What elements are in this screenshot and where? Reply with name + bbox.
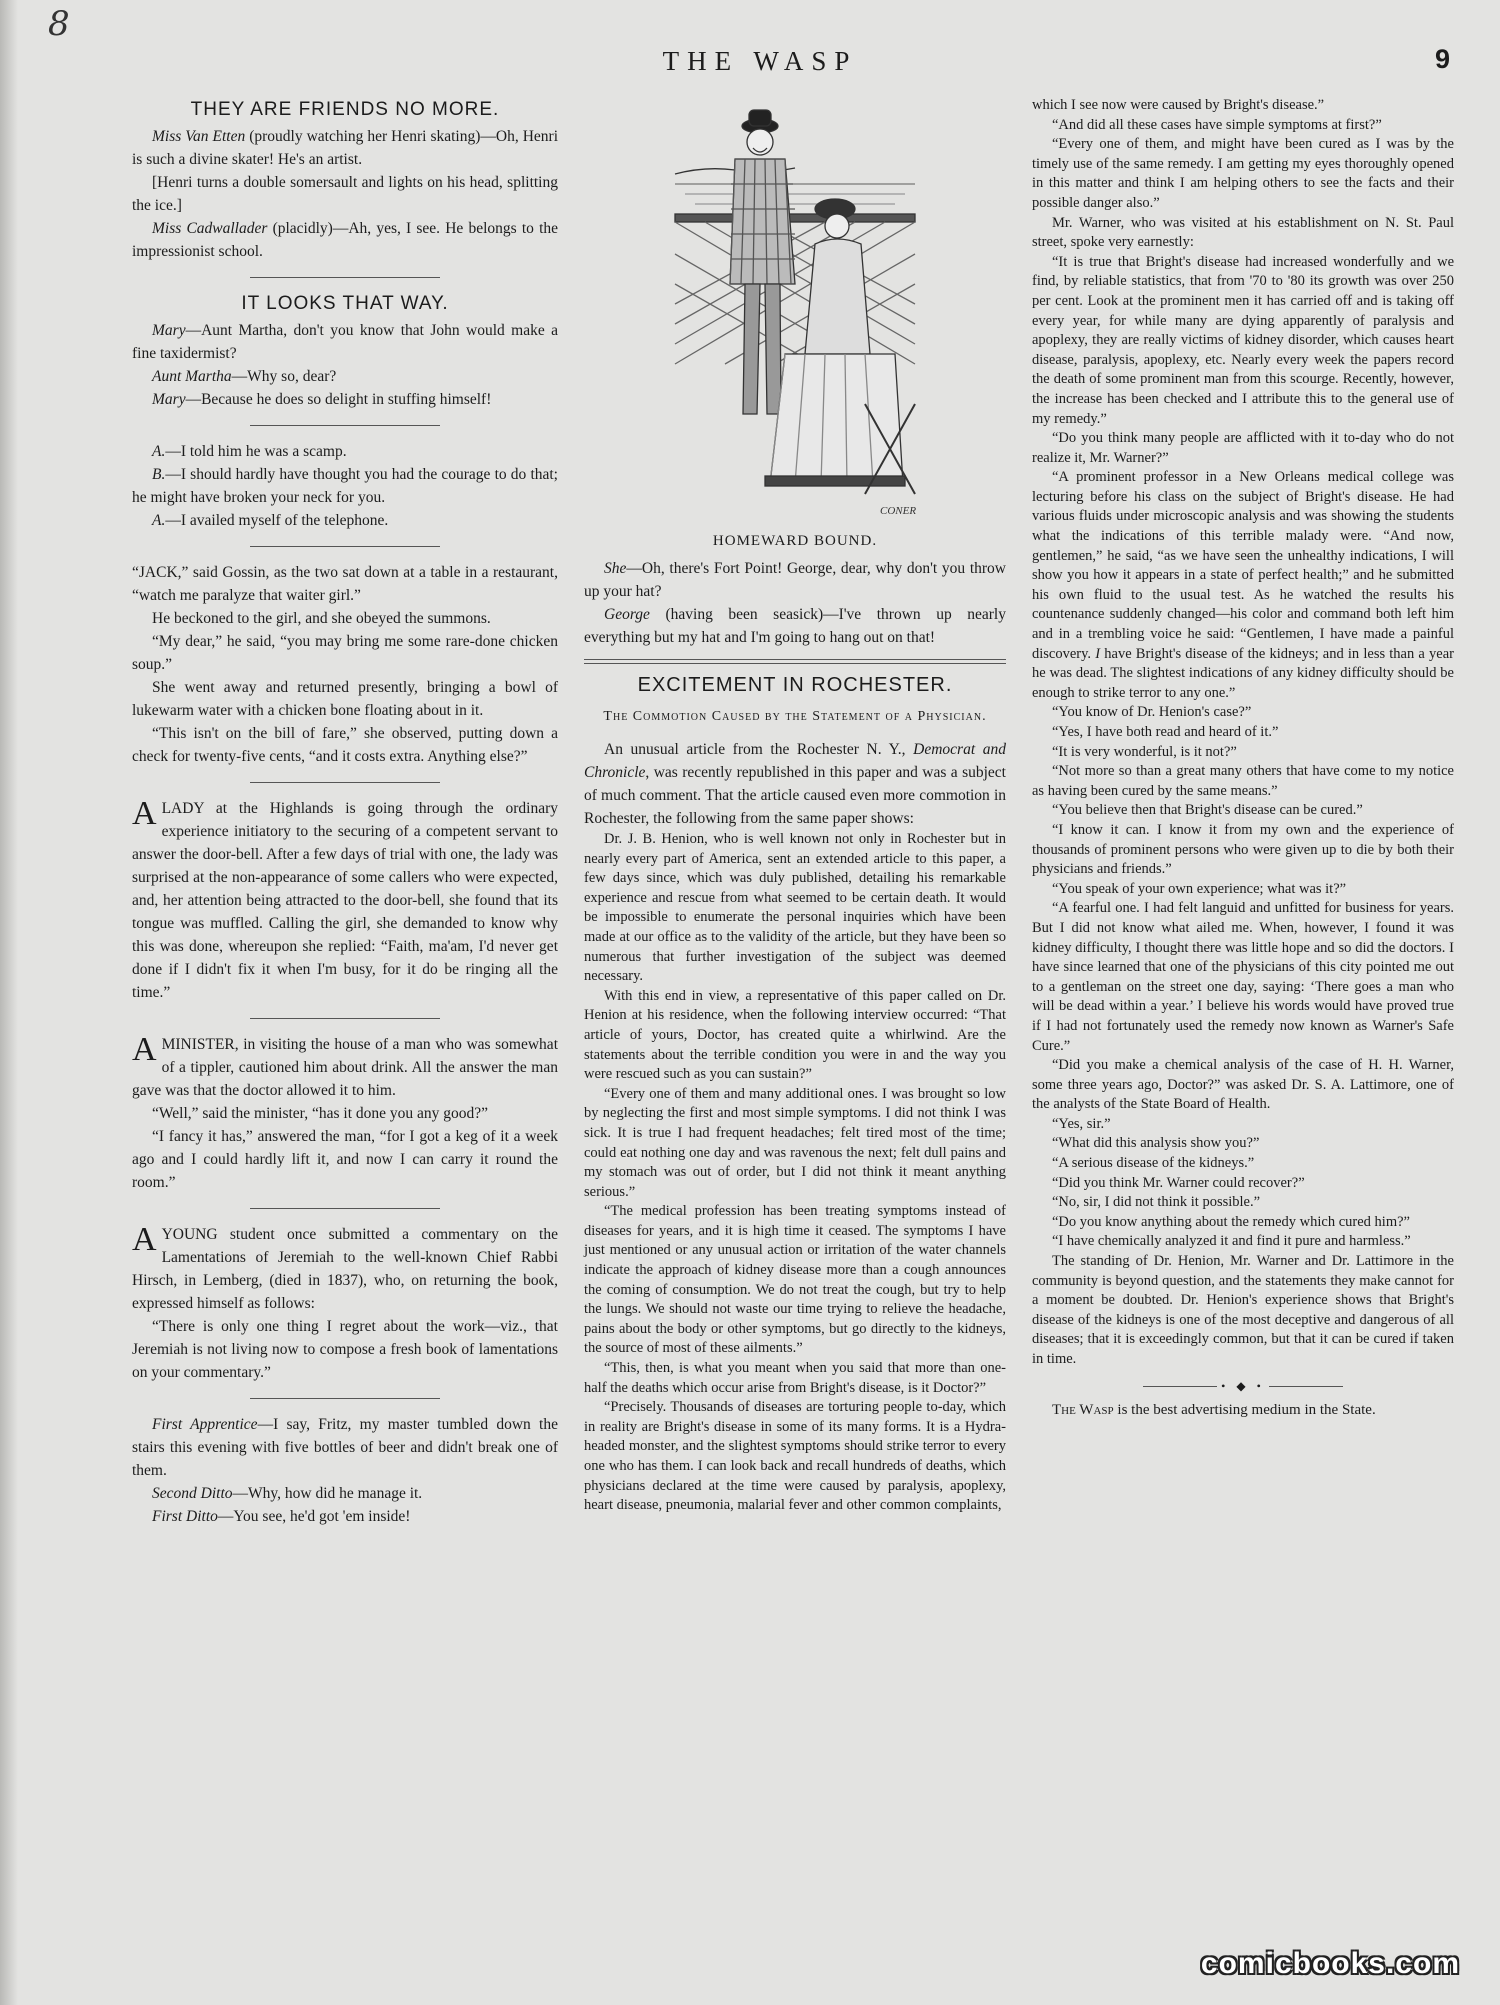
jack-para-1: “JACK,” said Gossin, as the two sat down at a table in a restaurant, “watch me paralyze that waiter girl.” [132, 564, 558, 604]
excitement-para-1 [584, 738, 1006, 830]
excitement-para-5: “The medical profession has been treating symptoms instead of diseases for years, and it is high time it ceased. The symptoms I have just mentioned or any unusual action or irritation of the water channels indicate the approach of kidney disease more than a cough announces the coming of consumption. We do not treat the cough, but try to help the lungs. We should not waste our time trying to relieve the headache, pains about the body or other symptoms, but go directly to the kidneys, the source of most of these ailments.” [584, 1203, 1006, 1357]
jack-para-3: “My dear,” he said, “you may bring me some rare-done chicken soup.” [132, 633, 558, 673]
c3-para-1: “And did all these cases have simple symptoms at first?” [1052, 116, 1382, 133]
wasp-advert [1032, 1399, 1454, 1421]
excitement-para-6: “This, then, is what you meant when you said that more than one-half the deaths which occur arise from Bright's disease, is it Doctor?” [584, 1360, 1006, 1396]
looks-line-1 [132, 319, 558, 365]
c3-para-10: “Not more so than a great many others that have come to my notice as having been cured by the same means.” [1032, 763, 1454, 799]
c3-para-13: “You speak of your own experience; what was it?” [1052, 880, 1347, 897]
c3-para-16: “Yes, sir.” [1052, 1115, 1111, 1132]
speaker: First Apprentice [152, 1416, 258, 1433]
text-run: An unusual article from the Rochester N. Y., [604, 741, 914, 758]
excitement-subheading: The Commotion Caused by the Statement of a Physician. [603, 709, 987, 724]
emphasis: I [1095, 645, 1101, 662]
c3-para-5: “Do you think many people are afflicted with it to-day who do not realize it, Mr. Warner?” [1032, 430, 1454, 466]
dialogue: —Because he does so delight in stuffing himself! [185, 391, 492, 408]
c3-para-6 [1032, 468, 1454, 703]
excitement-body [584, 830, 1006, 1516]
c3-para-15: “Did you make a chemical analysis of the case of H. H. Warner, some three years ago, Doctor?” was asked Dr. S. A. Lattimore, one of the analysts of the State Board of Health. [1032, 1057, 1454, 1113]
jack-para-5: “This isn't on the bill of fare,” she observed, putting down a check for twenty-five cents, “and it costs extra. Anything else?” [132, 725, 558, 765]
apprentice-line-2 [132, 1482, 558, 1505]
ornament-divider [1143, 1378, 1343, 1393]
dialogue: —Why, how did he manage it. [232, 1485, 423, 1502]
friends-line-1 [132, 125, 558, 171]
column-2 [584, 96, 1006, 1516]
homeward-line-2 [584, 603, 1006, 649]
divider [250, 425, 440, 426]
text-run: is the best advertising medium in the State. [1113, 1401, 1376, 1418]
speaker: Mary [152, 391, 186, 408]
column-3 [1032, 96, 1454, 1421]
c3-para-19: “Did you think Mr. Warner could recover?” [1052, 1174, 1305, 1191]
apprentice-line-3 [132, 1505, 558, 1528]
newspaper-name: Democrat and Chronicle [584, 741, 1006, 781]
divider [250, 782, 440, 783]
c3-para-12: “I know it can. I know it from my own and the experience of thousands of prominent persons who were given up to die by both their physicians and friends.” [1032, 821, 1454, 878]
student-para-1: AYOUNG student once submitted a commentary on the Lamentations of Jeremiah to the well-known Chief Rabbi Hirsch, in Lemberg, (died in 1837), who, on returning the book, expressed himself as follows: [132, 1221, 558, 1312]
c3-para-20: “No, sir, I did not think it possible.” [1052, 1194, 1261, 1211]
excitement-para-3: With this end in view, a representative of this paper called on Dr. Henion at his residence, when the following interview occurred: “That article of yours, Doctor, has created quite a whirlwind. Are the statements about the terrible condition you were in and the way you were rescued such as you can sustain?” [584, 987, 1006, 1083]
dialogue: —I availed myself of the telephone. [165, 512, 389, 529]
illustration-signature: CONER [880, 505, 917, 517]
c3-para-8: “Yes, I have both read and heard of it.” [1052, 724, 1279, 740]
excitement-para-7: “Precisely. Thousands of diseases are torturing people to-day, which in reality are Bright's disease in some of its many forms. It is a Hydra-headed monster, and the slightest symptoms should strike terror to every one who has them. I can look back and recall hundreds of deaths, which physicians declared at the time were caused by paralysis, apoplexy, heart disease, pneumonia, malarial fever and other common complaints, [584, 1399, 1006, 1514]
speaker: Miss Van Etten [152, 128, 246, 145]
divider [250, 1018, 440, 1019]
c3-para-4: “It is true that Bright's disease had increased wonderfully and we find, by reliable statistics, that from '70 to '80 its growth was over 250 per cent. Look at the prominent men it has carried off and is taking off every year, for while many are dying apparently of paralysis and apoplexy, they are really victims of kidney disorder, which causes heart disease, paralysis, apoplexy, etc. Nearly every week the papers record the death of some prominent man from this scourge. Recently, however, the increase has been checked and I attribute this to the general use of my remedy.” [1032, 253, 1454, 427]
watermark-logo: comicbooks.com [1200, 1947, 1460, 1980]
c3-para-9: “It is very wonderful, is it not?” [1052, 743, 1237, 760]
wasp-name: The Wasp [1052, 1401, 1114, 1418]
minister-para-3: “I fancy it has,” answered the man, “for I got a keg of it a week ago and I could hardly lift it, and now I can carry it round the room.” [132, 1128, 558, 1191]
ornament-dots: • ◆ • [1217, 1379, 1269, 1393]
masthead: THE WASP [662, 46, 858, 76]
c3-para-14: “A fearful one. I had felt languid and unfitted for business for years. But I did not know what ailed me. When, however, I found it was kidney difficulty, I thought there was little hope and so did the doctors. I have since learned that one of the physicians of this city pointed me out to a gentleman on the street one day, saying: ‘There goes a man who will be dead within a year.’ I believe his words would have proved true if I had not fortunately used the remedy now known as Warner's Safe Cure.” [1032, 900, 1454, 1054]
c3-para-21: “Do you know anything about the remedy which cured him?” [1052, 1213, 1410, 1230]
friends-heading: THEY ARE FRIENDS NO MORE. [190, 99, 500, 120]
divider [250, 277, 440, 278]
dialogue: —I told him he was a scamp. [165, 443, 347, 460]
page-number: 9 [1434, 44, 1450, 74]
speaker: Second Ditto [152, 1485, 233, 1502]
excitement-heading: EXCITEMENT IN ROCHESTER. [637, 674, 953, 696]
speaker: Miss Cadwallader [152, 220, 268, 237]
speaker: First Ditto [152, 1508, 218, 1525]
handwritten-page-mark: 8 [48, 4, 70, 44]
illustration-caption: HOMEWARD BOUND. [712, 533, 878, 549]
homeward-line-1 [584, 557, 1006, 603]
dialogue: —I say, Fritz, my master tumbled down the stairs this evening with five bottles of beer and didn't break one of them. [132, 1416, 558, 1479]
excitement-para-4: “Every one of them and many additional ones. I was brought so low by neglecting the first and most simple symptoms. I did not think I was sick. It is true I had frequent headaches; felt tired most of the time; could eat nothing one day and was ravenous the next; felt dull pains and my stomach was out of order, but I did not think it meant anything serious.” [584, 1085, 1006, 1200]
speaker: A. [152, 512, 166, 529]
divider [250, 546, 440, 547]
text-run: , was recently republished in this paper and was a subject of much comment. That the article caused even more commotion in Rochester, the following from the same paper shows: [584, 764, 1006, 827]
c3-para-17: “What did this analysis show you?” [1052, 1135, 1260, 1152]
dialogue: (proudly watching her Henri skating)—Oh, Henri is such a divine skater! He's an artist. [132, 128, 558, 168]
scamp-line-1 [132, 440, 558, 463]
speaker: A. [152, 443, 166, 460]
apprentice-line-1 [132, 1413, 558, 1482]
speaker: She [604, 560, 627, 577]
dialogue: —Oh, there's Fort Point! George, dear, why don't you throw up your hat? [584, 560, 1006, 600]
excitement-para-2: Dr. J. B. Henion, who is well known not only in Rochester but in nearly every part of America, sent an extended article to this paper, a few days since, which was duly published, detailing his remarkable experience and rescue from what seemed to be certain death. It would be impossible to enumerate the personal inquiries which have been made at our office as to the validity of the article, but they have been so numerous that further investigation of the subject was deemed necessary. [584, 831, 1006, 985]
c3-para-7: “You know of Dr. Henion's case?” [1052, 704, 1252, 721]
dialogue: —I should hardly have thought you had the courage to do that; he might have broken your neck for you. [132, 466, 558, 506]
minister-para-2: “Well,” said the minister, “has it done you any good?” [152, 1105, 489, 1122]
divider [250, 1398, 440, 1399]
c3-para-23: The standing of Dr. Henion, Mr. Warner and Dr. Lattimore in the community is beyond question, and the statements they make cannot for a moment be doubted. Dr. Henion's experience shows that Bright's disease of the kidneys is one of the most deceptive and dangerous of all diseases; that it is exceedingly common, but that it can be cured if taken in time. [1032, 1253, 1454, 1367]
speaker: Aunt Martha [152, 368, 232, 385]
friends-line-3 [132, 217, 558, 263]
dialogue: —Aunt Martha, don't you know that John would make a fine taxidermist? [132, 322, 558, 362]
scan-edge-shadow [0, 0, 18, 2005]
divider [250, 1208, 440, 1209]
text-run: “A prominent professor in a New Orleans medical college was lecturing before his class on the subject of Bright's disease. He had various fluids under microscopic analysis and was showing the students what the indications of this terrible malady were. “And now, gentlemen,” he said, “as we have seen the unhealthy indications, I will show you how it appears in a state of perfect health;” and he submitted his own fluid to the usual test. As he watched the results his countenance suddenly changed—his color and command both left him and in a trembling voice he said: “Gentlemen, I have made a painful discovery. [1032, 469, 1454, 662]
speaker: George [604, 606, 650, 623]
scamp-line-3 [132, 509, 558, 532]
c3-para-2: “Every one of them, and might have been cured as I was by the timely use of the same remedy. I am getting my eyes thoroughly opened in this matter and think I am helping others to see the facts and their possible danger also.” [1032, 136, 1454, 211]
c3-para-3: Mr. Warner, who was visited at his establishment on N. St. Paul street, spoke very earnestly: [1032, 214, 1454, 251]
jack-para-4: She went away and returned presently, bringing a bowl of lukewarm water with a chicken bone floating about in it. [132, 679, 558, 719]
speaker: Mary [152, 322, 186, 339]
speaker: B. [152, 466, 166, 483]
c3-para-18: “A serious disease of the kidneys.” [1052, 1155, 1255, 1172]
friends-line-2: [Henri turns a double somersault and lights on his head, splitting the ice.] [132, 174, 558, 214]
scamp-line-2 [132, 463, 558, 509]
jack-para-2: He beckoned to the girl, and she obeyed the summons. [152, 610, 491, 627]
column-1 [132, 96, 558, 1528]
lady-para: ALADY at the Highlands is going through the ordinary experience initiatory to the securing of a competent servant to answer the door-bell. After a few days of trial with one, the lady was surprised at the non-appearance of some callers who were expected, and, her attention being attracted to the door-bell, she found that its tongue was muffled. Calling the girl, she demanded to know why this was done, whereupon she replied: “Faith, ma'am, I'd never get done if I didn't fix it when I'm busy, for it do be ringing all the time.” [132, 795, 558, 1001]
c3-para-0: which I see now were caused by Bright's disease.” [1032, 97, 1325, 113]
student-para-2: “There is only one thing I regret about the work—viz., that Jeremiah is not living now to compose a fresh book of lamentations on your commentary.” [132, 1318, 558, 1381]
dialogue: (placidly)—Ah, yes, I see. He belongs to the impressionist school. [132, 220, 558, 260]
text-run: have Bright's disease of the kidneys; and in less than a year he was dead. The slightest indications of any kidney difficulty should be enough to strike terror to any one.” [1032, 645, 1454, 701]
looks-heading: IT LOOKS THAT WAY. [241, 293, 449, 314]
looks-line-3 [132, 388, 558, 411]
section-divider [584, 659, 1006, 664]
c3-para-22: “I have chemically analyzed it and find it pure and harmless.” [1052, 1233, 1411, 1250]
dialogue: —Why so, dear? [231, 368, 337, 385]
looks-line-2 [132, 365, 558, 388]
dialogue: (having been seasick)—I've thrown up nearly everything but my hat and I'm going to hang out on that! [584, 606, 1006, 646]
homeward-bound-illustration [665, 104, 925, 524]
dialogue: —You see, he'd got 'em inside! [217, 1508, 411, 1525]
minister-para-1: AMINISTER, in visiting the house of a man who was somewhat of a tippler, cautioned him about drink. All the answer the man gave was that the doctor allowed it to him. [132, 1031, 558, 1099]
c3-para-11: “You believe then that Bright's disease can be cured.” [1052, 802, 1363, 819]
